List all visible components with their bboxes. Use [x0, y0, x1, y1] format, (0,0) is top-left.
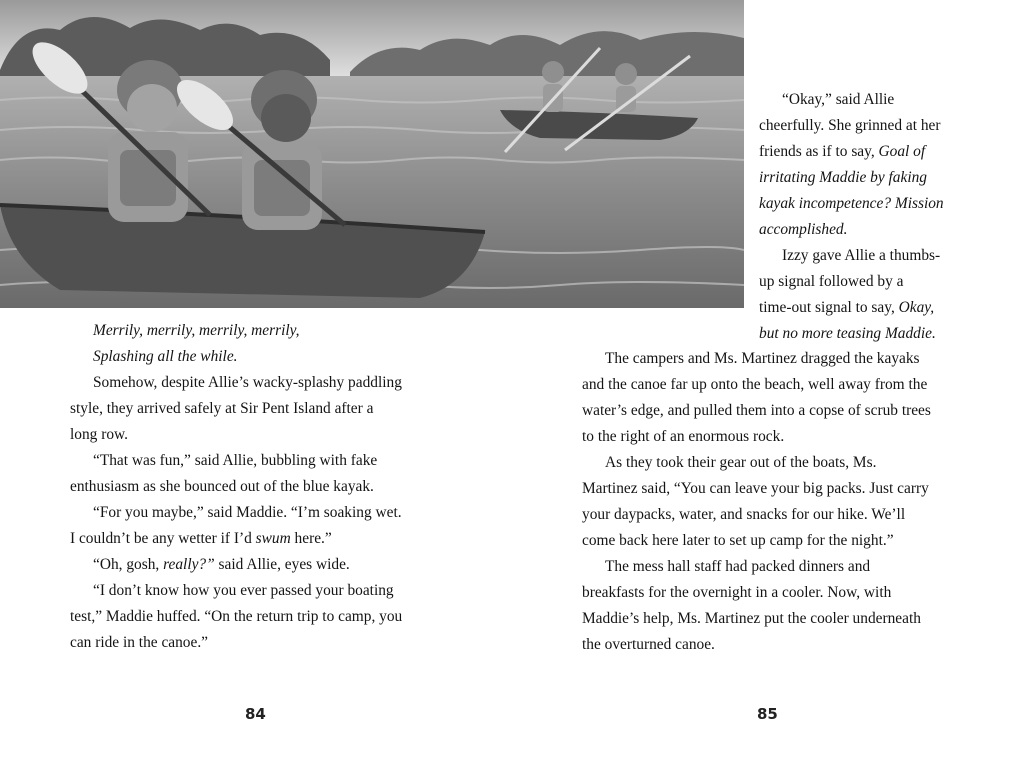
- emphasis-text: Goal of: [878, 143, 926, 160]
- text-line: [759, 191, 959, 217]
- text-line: The mess hall staff had packed dinners and: [605, 558, 871, 575]
- emphasis-text: accomplished.: [759, 221, 848, 238]
- text-line: [70, 526, 426, 552]
- text-line: your daypacks, water, and snacks for our hike. We’ll: [582, 506, 906, 523]
- emphasis-text: kayak incompetence? Mission: [759, 195, 944, 212]
- text-line: cheerfully. She grinned at her: [759, 117, 941, 134]
- text-line: [759, 139, 959, 165]
- text-line: up signal followed by a: [759, 273, 904, 290]
- kayak-illustration: [0, 0, 744, 308]
- right-page-top-text: [759, 87, 959, 347]
- right-page-main-text: [582, 346, 952, 658]
- text-line: Somehow, despite Allie’s wacky-splashy paddling: [93, 374, 402, 391]
- text-line: The campers and Ms. Martinez dragged the kayaks: [605, 350, 920, 367]
- text-line: “For you maybe,” said Maddie. “I’m soaking wet.: [93, 504, 402, 521]
- text-fragment: “Oh, gosh,: [93, 556, 164, 573]
- text-line: breakfasts for the overnight in a cooler. Now, with: [582, 584, 892, 601]
- poem-line: Splashing all the while.: [93, 348, 238, 365]
- text-fragment: here.”: [290, 530, 332, 547]
- text-fragment: said Allie, eyes wide.: [214, 556, 350, 573]
- left-page-text: [70, 318, 426, 656]
- text-line: Maddie’s help, Ms. Martinez put the cooler underneath: [582, 610, 921, 627]
- text-fragment: friends as if to say,: [759, 143, 879, 160]
- text-line: Izzy gave Allie a thumbs-: [782, 247, 941, 264]
- text-line: “Okay,” said Allie: [782, 91, 895, 108]
- page-number-left: 84: [245, 705, 266, 723]
- text-line: [759, 321, 959, 347]
- text-line: “That was fun,” said Allie, bubbling with fake: [93, 452, 378, 469]
- text-line: can ride in the canoe.”: [70, 634, 209, 651]
- emphasis-text: really?”: [163, 556, 215, 573]
- text-line: and the canoe far up onto the beach, well away from the: [582, 376, 928, 393]
- text-line: style, they arrived safely at Sir Pent Island after a: [70, 400, 374, 417]
- text-line: water’s edge, and pulled them into a copse of scrub trees: [582, 402, 931, 419]
- text-line: to the right of an enormous rock.: [582, 428, 785, 445]
- text-line: [759, 165, 959, 191]
- page-number-right: 85: [757, 705, 778, 723]
- emphasis-text: irritating Maddie by faking: [759, 169, 927, 186]
- emphasis-text: but no more teasing Maddie.: [759, 325, 936, 342]
- text-line: test,” Maddie huffed. “On the return trip to camp, you: [70, 608, 403, 625]
- kayaking-girls-illustration-icon: [0, 0, 744, 308]
- text-line: the overturned canoe.: [582, 636, 715, 653]
- text-line: long row.: [70, 426, 128, 443]
- text-fragment: I couldn’t be any wetter if I’d: [70, 530, 256, 547]
- emphasis-text: swum: [255, 530, 291, 547]
- text-line: Martinez said, “You can leave your big packs. Just carry: [582, 480, 929, 497]
- text-line: “I don’t know how you ever passed your boating: [93, 582, 394, 599]
- text-line: As they took their gear out of the boats, Ms.: [605, 454, 877, 471]
- text-line: [759, 295, 959, 321]
- text-line: enthusiasm as she bounced out of the blue kayak.: [70, 478, 374, 495]
- text-fragment: time-out signal to say,: [759, 299, 899, 316]
- text-line: come back here later to set up camp for the night.”: [582, 532, 894, 549]
- emphasis-text: Okay,: [898, 299, 935, 316]
- poem-line: Merrily, merrily, merrily, merrily,: [93, 322, 300, 339]
- text-line: [70, 552, 426, 578]
- text-line: [759, 217, 959, 243]
